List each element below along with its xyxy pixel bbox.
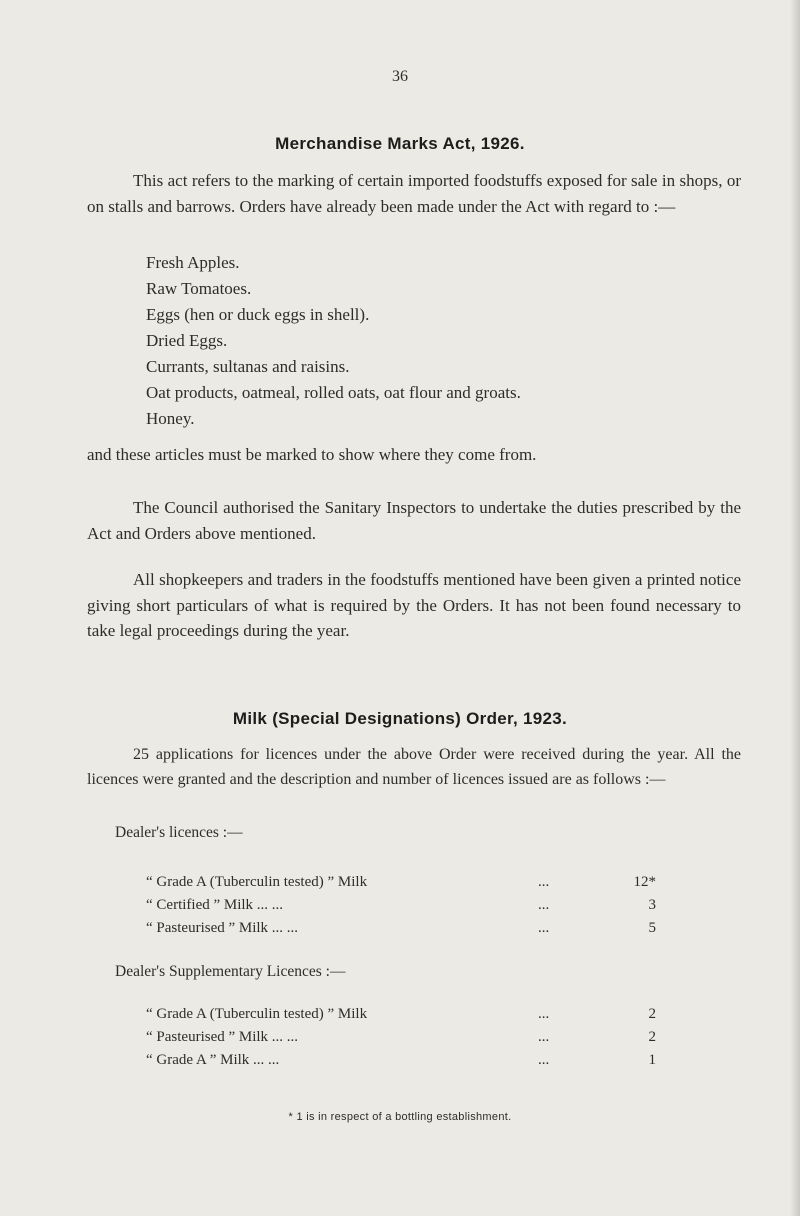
footnote: * 1 is in respect of a bottling establishment. — [288, 1111, 512, 1123]
shopkeepers-paragraph: All shopkeepers and traders in the foodstuffs mentioned have been given a printed notice giving short particulars of what is required by the Orders. It has not been found necessary to take legal proceedings during the year. — [87, 570, 741, 640]
licence-description: “ Pasteurised ” Milk ... ... — [146, 920, 299, 936]
licence-description: “ Grade A (Tuberculin tested) ” Milk — [146, 874, 368, 890]
licence-count: 3 — [648, 897, 656, 913]
section-heading-merchandise-marks: Merchandise Marks Act, 1926. — [275, 134, 525, 153]
list-item: Dried Eggs. — [146, 331, 228, 350]
licence-description: “ Pasteurised ” Milk ... ... — [146, 1029, 299, 1045]
licence-row — [146, 871, 656, 894]
leader-dots: ... — [538, 1006, 550, 1022]
leader-dots: ... — [538, 874, 550, 890]
section-heading-milk-order: Milk (Special Designations) Order, 1923. — [232, 709, 568, 728]
leader-dots: ... — [538, 1029, 550, 1045]
leader-dots: ... — [538, 897, 550, 913]
licence-count: 5 — [648, 920, 656, 936]
milk-intro-paragraph: 25 applications for licences under the above Order were received during the year. All the licences were granted and the description and number of licences issued are as follows :— — [87, 746, 741, 788]
list-item: Raw Tomatoes. — [146, 279, 252, 298]
licence-row — [146, 894, 656, 917]
licence-description: “ Certified ” Milk ... ... — [146, 897, 284, 913]
list-item: Currants, sultanas and raisins. — [146, 357, 350, 376]
dealers-licences-heading: Dealer's licences :— — [115, 824, 243, 841]
after-list-paragraph: and these articles must be marked to show where they come from. — [87, 445, 537, 464]
supplementary-licences-list — [146, 1003, 656, 1072]
list-item: Oat products, oatmeal, rolled oats, oat flour and groats. — [146, 383, 521, 402]
leader-dots: ... — [538, 920, 550, 936]
licence-description: “ Grade A (Tuberculin tested) ” Milk — [146, 1006, 368, 1022]
leader-dots: ... — [538, 1052, 550, 1068]
list-item: Fresh Apples. — [146, 253, 240, 272]
supplementary-licences-heading: Dealer's Supplementary Licences :— — [115, 963, 346, 980]
foodstuff-list — [146, 250, 521, 432]
licence-count: 2 — [648, 1029, 656, 1045]
licence-count: 2 — [648, 1006, 656, 1022]
page-edge-shadow — [790, 0, 800, 1216]
licence-description: “ Grade A ” Milk ... ... — [146, 1052, 280, 1068]
licence-count: 1 — [648, 1052, 656, 1068]
licence-count: 12* — [633, 874, 656, 890]
licence-row — [146, 1026, 656, 1049]
licence-row — [146, 917, 656, 940]
licence-row — [146, 1049, 656, 1072]
licence-row — [146, 1003, 656, 1026]
merchandise-intro-paragraph: This act refers to the marking of certain imported foodstuffs exposed for sale in shops, or on stalls and barrows. Orders have already been made under the Act with regard to :— — [87, 171, 741, 216]
sanitary-inspectors-paragraph: The Council authorised the Sanitary Inspectors to undertake the duties prescribed by the Act and Orders above mentioned. — [87, 498, 741, 543]
page-number: 36 — [392, 68, 408, 85]
dealers-licences-list — [146, 871, 656, 940]
list-item: Eggs (hen or duck eggs in shell). — [146, 305, 370, 324]
list-item: Honey. — [146, 409, 195, 428]
